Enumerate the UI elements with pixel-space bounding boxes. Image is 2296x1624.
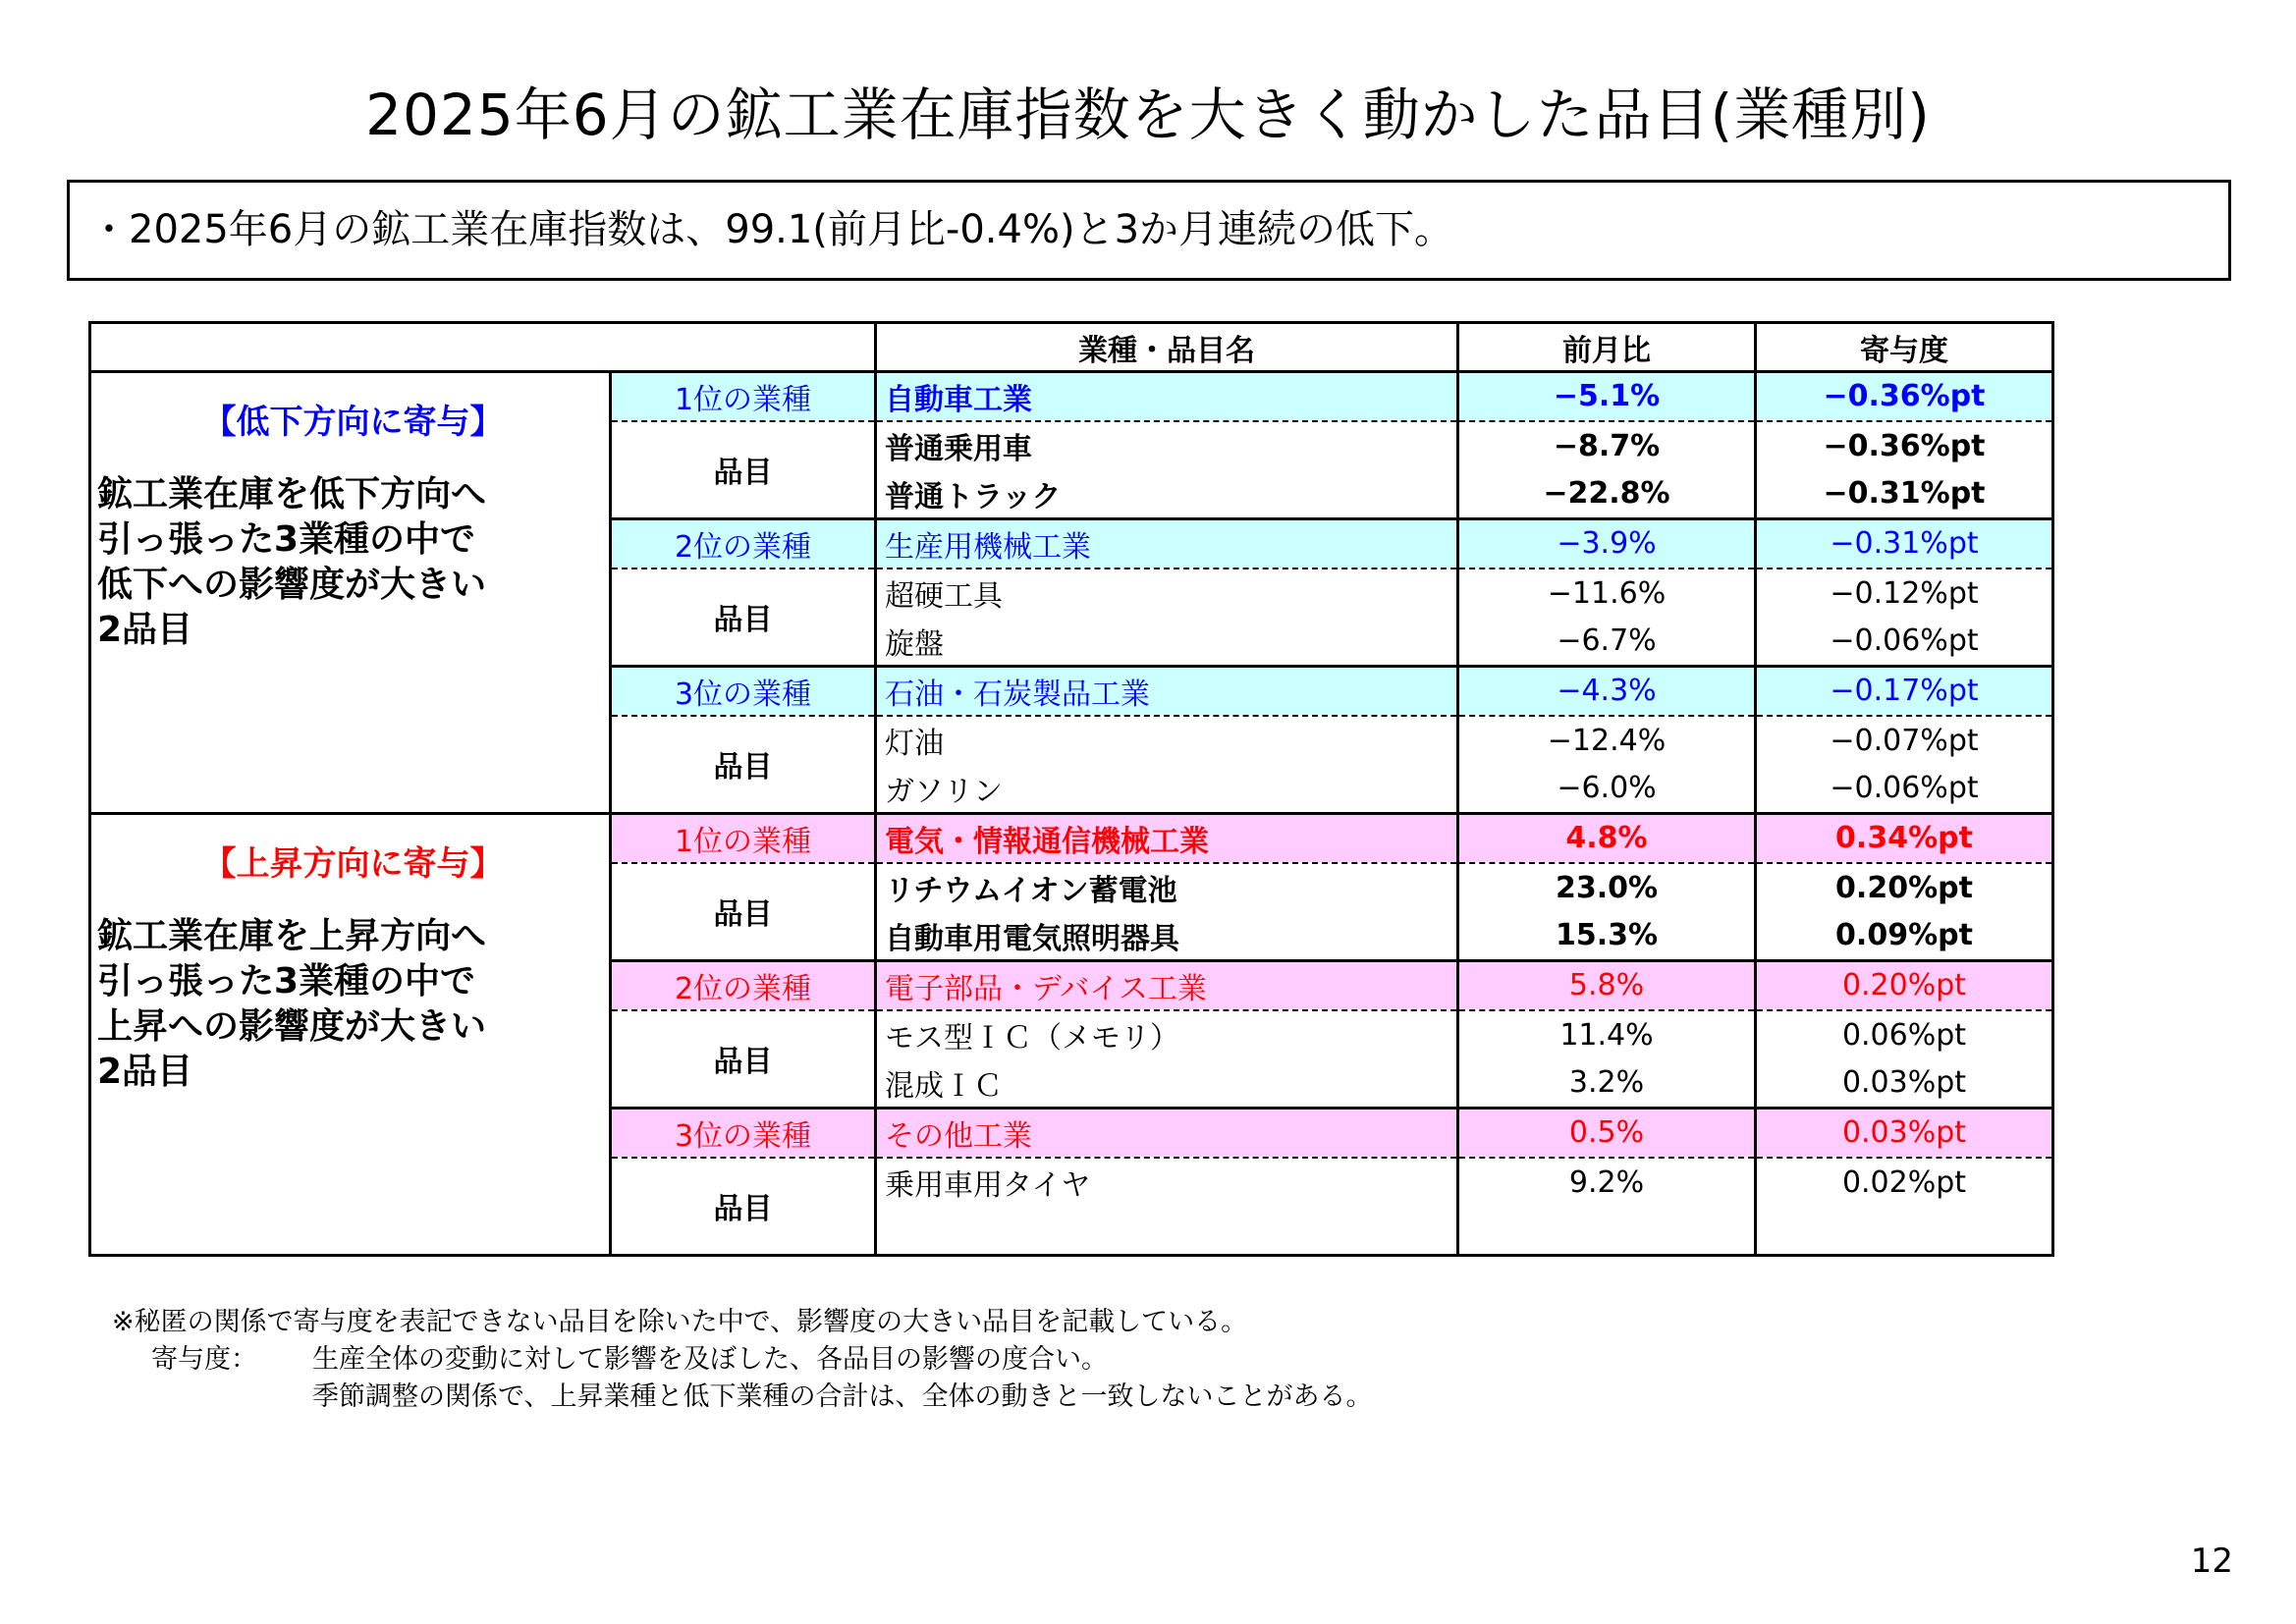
item-name: 普通トラック <box>876 470 1458 519</box>
contribution-table <box>88 321 2054 1257</box>
industry-name: その他工業 <box>876 1109 1458 1158</box>
item-name: 灯油 <box>876 716 1458 765</box>
industry-yoy: −3.9% <box>1458 519 1756 568</box>
item-yoy: −12.4% <box>1458 716 1756 765</box>
industry-rank: 3位の業種 <box>611 1109 876 1158</box>
section-down <box>90 372 611 814</box>
industry-name: 電子部品・デバイス工業 <box>876 961 1458 1010</box>
section-description: 鉱工業在庫を低下方向へ 引っ張った3業種の中で 低下への影響度が大きい 2品目 <box>97 474 487 650</box>
item-yoy: −22.8% <box>1458 470 1756 519</box>
industry-contribution: −0.17%pt <box>1756 667 2053 716</box>
item-contribution: 0.06%pt <box>1756 1010 2053 1059</box>
item-name-empty <box>876 1207 1458 1256</box>
item-contribution: 0.02%pt <box>1756 1158 2053 1207</box>
industry-yoy: −5.1% <box>1458 372 1756 421</box>
section-description: 鉱工業在庫を上昇方向へ 引っ張った3業種の中で 上昇への影響度が大きい 2品目 <box>97 916 487 1092</box>
item-label: 品目 <box>611 1158 876 1256</box>
item-label: 品目 <box>611 1010 876 1109</box>
item-label: 品目 <box>611 863 876 961</box>
industry-yoy: 4.8% <box>1458 814 1756 863</box>
item-contribution: 0.20%pt <box>1756 863 2053 912</box>
item-name: モス型ＩＣ（メモリ） <box>876 1010 1458 1059</box>
item-name: 旋盤 <box>876 618 1458 667</box>
industry-contribution: 0.34%pt <box>1756 814 2053 863</box>
industry-name: 生産用機械工業 <box>876 519 1458 568</box>
item-label: 品目 <box>611 716 876 814</box>
industry-name: 自動車工業 <box>876 372 1458 421</box>
page-title: 2025年6月の鉱工業在庫指数を大きく動かした品目(業種別) <box>365 81 1931 148</box>
item-contribution: −0.36%pt <box>1756 421 2053 470</box>
header-blank <box>90 323 876 372</box>
item-yoy: 11.4% <box>1458 1010 1756 1059</box>
item-name: 乗用車用タイヤ <box>876 1158 1458 1207</box>
item-contribution: −0.07%pt <box>1756 716 2053 765</box>
footnotes <box>112 1304 1372 1416</box>
industry-contribution: 0.03%pt <box>1756 1109 2053 1158</box>
header-contribution: 寄与度 <box>1756 323 2053 372</box>
industry-contribution: −0.31%pt <box>1756 519 2053 568</box>
item-yoy: 15.3% <box>1458 912 1756 961</box>
industry-rank: 2位の業種 <box>611 519 876 568</box>
item-contribution: 0.03%pt <box>1756 1059 2053 1109</box>
item-yoy-empty <box>1458 1207 1756 1256</box>
item-label: 品目 <box>611 421 876 519</box>
item-name: リチウムイオン蓄電池 <box>876 863 1458 912</box>
footnote-seasonal <box>112 1379 1372 1416</box>
item-name: ガソリン <box>876 765 1458 814</box>
footnote-line-3: 季節調整の関係で、上昇業種と低下業種の合計は、全体の動きと一致しないことがある。 <box>312 1381 1373 1412</box>
footnote-indent <box>112 1379 312 1416</box>
item-contribution: 0.09%pt <box>1756 912 2053 961</box>
industry-rank: 1位の業種 <box>611 814 876 863</box>
item-yoy: −6.0% <box>1458 765 1756 814</box>
industry-name: 電気・情報通信機械工業 <box>876 814 1458 863</box>
table-header-row <box>90 323 2053 372</box>
industry-name: 石油・石炭製品工業 <box>876 667 1458 716</box>
item-contribution: −0.06%pt <box>1756 765 2053 814</box>
item-yoy: 3.2% <box>1458 1059 1756 1109</box>
industry-row <box>90 814 2053 863</box>
item-contribution: −0.12%pt <box>1756 568 2053 618</box>
page-number: 12 <box>2190 1542 2233 1581</box>
summary-box <box>67 180 2231 281</box>
industry-yoy: 5.8% <box>1458 961 1756 1010</box>
item-yoy: −6.7% <box>1458 618 1756 667</box>
item-yoy: 23.0% <box>1458 863 1756 912</box>
footnote-definition <box>112 1341 1372 1379</box>
item-contribution: −0.06%pt <box>1756 618 2053 667</box>
item-name: 混成ＩＣ <box>876 1059 1458 1109</box>
section-heading: 【低下方向に寄与】 <box>202 403 504 442</box>
industry-yoy: −4.3% <box>1458 667 1756 716</box>
industry-row <box>90 372 2053 421</box>
item-yoy: −8.7% <box>1458 421 1756 470</box>
industry-contribution: −0.36%pt <box>1756 372 2053 421</box>
item-yoy: 9.2% <box>1458 1158 1756 1207</box>
industry-yoy: 0.5% <box>1458 1109 1756 1158</box>
item-name: 自動車用電気照明器具 <box>876 912 1458 961</box>
footnote-line-2: 生産全体の変動に対して影響を及ぼした、各品目の影響の度合い。 <box>312 1344 1108 1375</box>
section-heading: 【上昇方向に寄与】 <box>202 844 504 884</box>
industry-contribution: 0.20%pt <box>1756 961 2053 1010</box>
industry-rank: 3位の業種 <box>611 667 876 716</box>
footnote-label: 寄与度： <box>151 1344 257 1375</box>
item-yoy: −11.6% <box>1458 568 1756 618</box>
header-yoy: 前月比 <box>1458 323 1756 372</box>
industry-rank: 1位の業種 <box>611 372 876 421</box>
item-label: 品目 <box>611 568 876 667</box>
section-up <box>90 814 611 1256</box>
item-contribution: −0.31%pt <box>1756 470 2053 519</box>
header-name: 業種・品目名 <box>876 323 1458 372</box>
item-name: 普通乗用車 <box>876 421 1458 470</box>
footnote-line-1: ※秘匿の関係で寄与度を表記できない品目を除いた中で、影響度の大きい品目を記載している。 <box>112 1307 1248 1337</box>
item-contribution-empty <box>1756 1207 2053 1256</box>
industry-rank: 2位の業種 <box>611 961 876 1010</box>
item-name: 超硬工具 <box>876 568 1458 618</box>
summary-text: ・2025年6月の鉱工業在庫指数は、99.1(前月比-0.4%)と3か月連続の低下。 <box>89 207 1454 252</box>
table-body <box>90 323 2053 1256</box>
